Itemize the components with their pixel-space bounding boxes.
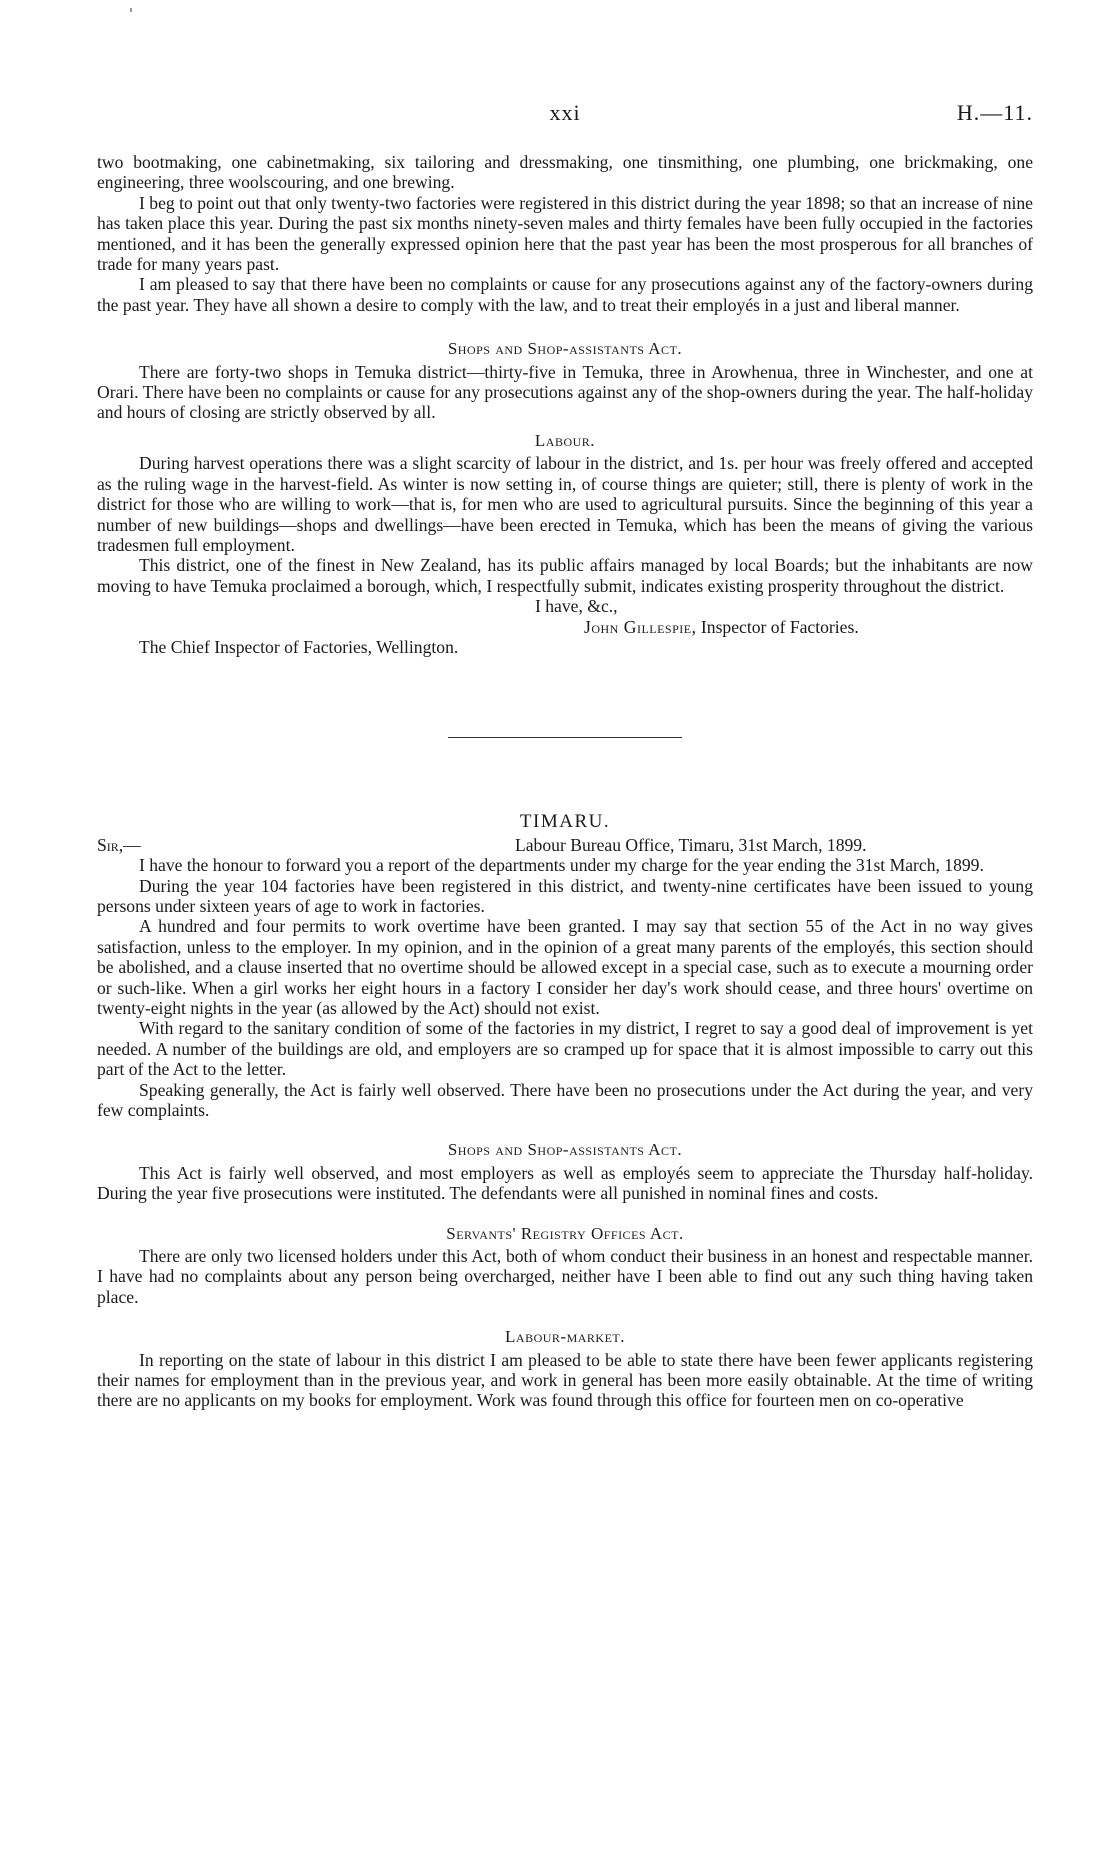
section-heading: Shops and Shop-assistants Act. [447,339,683,359]
paragraph: I am pleased to say that there have been no complaints or cause for any prosecutions against any of the factory-owners during the past year. They have all shown a desire to comply with the law, and to treat their employés in a just and liberal manner. [97,274,1033,315]
body-text [97,152,1033,1411]
paragraph: two bootmaking, one cabinetmaking, six tailoring and dressmaking, one tinsmithing, one plumbing, one brickmaking, one engineering, three woolscouring, and one brewing. [97,152,1033,193]
section-heading: Labour. [534,430,596,450]
section-heading: Servants' Registry Offices Act. [446,1223,684,1243]
paragraph: This Act is fairly well observed, and most employers as well as employés seem to appreciate the Thursday half-holiday. During the year five prosecutions were instituted. The defendants were all punished in nominal fines and costs. [97,1162,1033,1204]
section-divider [448,737,682,738]
scan-mark [130,8,132,12]
section-heading: Labour-market. [505,1327,625,1347]
report-title: TIMARU. [519,811,611,833]
section-heading: Shops and Shop-assistants Act. [447,1140,683,1160]
salutation: Sir,— [97,834,141,855]
paragraph: This district, one of the finest in New Zealand, has its public affairs managed by local Boards; but the inhabitants are now moving to have Temuka proclaimed a borough, which, I respectfully submit, indicates existing prosperity throughout the district. [97,555,1033,596]
paragraph: There are only two licensed holders under this Act, both of whom conduct their business in an honest and respectable manner. I have had no complaints about any person being overcharged, neither have I been able to find out any such thing having taken place. [97,1246,1033,1307]
paragraph: A hundred and four permits to work overtime have been granted. I may say that section 55 of the Act in no way gives satisfaction, unless to the employer. In my opinion, and in the opinion of a great many parents of the employés, this section should be abolished, and a clause inserted that no overtime should be allowed except in a special case, such as to execute a mourning order or such-like. When a girl works her eight hours in a factory I consider her day's work should cease, and three hours' overtime on twenty-eight nights in the year (as allowed by the Act) should not exist. [97,916,1033,1018]
paragraph: With regard to the sanitary condition of some of the factories in my district, I regret to say a good deal of improvement is yet needed. A number of the buildings are old, and employers are so cramped up for space that it is almost impossible to carry out this part of the Act to the letter. [97,1018,1033,1080]
page-reference: H.—11. [956,100,1033,125]
paragraph: During the year 104 factories have been registered in this district, and twenty-nine certificates have been issued to young persons under sixteen years of age to work in factories. [97,875,1033,916]
page-number: xxi [549,100,581,125]
paragraph: Speaking generally, the Act is fairly well observed. There have been no prosecutions under the Act during the year, and very few complaints. [97,1079,1033,1121]
paragraph: In reporting on the state of labour in this district I am pleased to be able to state there have been fewer applicants registering their names for employment than in the previous year, and work in general has been more easily obtainable. At the time of writing there are no applicants on my books for employment. Work was found through this office for fourteen men on co-operative [97,1349,1033,1411]
signatory-title: Inspector of Factories. [700,616,859,637]
salutation-line [97,835,1033,855]
signatory-name: John Gillespie, [584,616,697,637]
dateline: Labour Bureau Office, Timaru, 31st March, 1899. [515,834,867,855]
paragraph: I have the honour to forward you a report of the departments under my charge for the year ending the 31st March, 1899. [139,855,984,876]
signature [584,617,1033,637]
addressee: The Chief Inspector of Factories, Wellington. [139,636,459,657]
paragraph: During harvest operations there was a slight scarcity of labour in the district, and 1s. per hour was freely offered and accepted as the ruling wage in the harvest-field. As winter is now setting in, of course things are quieter; still, there is plenty of work in the district for those who are willing to work—that is, for men who are used to agricultural pursuits. Since the beginning of this year a number of new buildings—shops and dwellings—have been erected in Temuka, which has been the means of giving the various tradesmen full employment. [97,453,1033,555]
paragraph: There are forty-two shops in Temuka district—thirty-five in Temuka, three in Arowhenua, three in Winchester, and one at Orari. There have been no complaints or cause for any prosecutions against any of the shop-owners during the year. The half-holiday and hours of closing are strictly observed by all. [97,361,1033,423]
paragraph: I beg to point out that only twenty-two factories were registered in this district during the year 1898; so that an increase of nine has taken place this year. During the past six months ninety-seven males and thirty females have been fully occupied in the factories mentioned, and it has been the generally expressed opinion here that the past year has been the most prosperous for all branches of trade for many years past. [97,192,1033,275]
page-header [97,100,1033,130]
closing: I have, &c., [535,596,618,617]
